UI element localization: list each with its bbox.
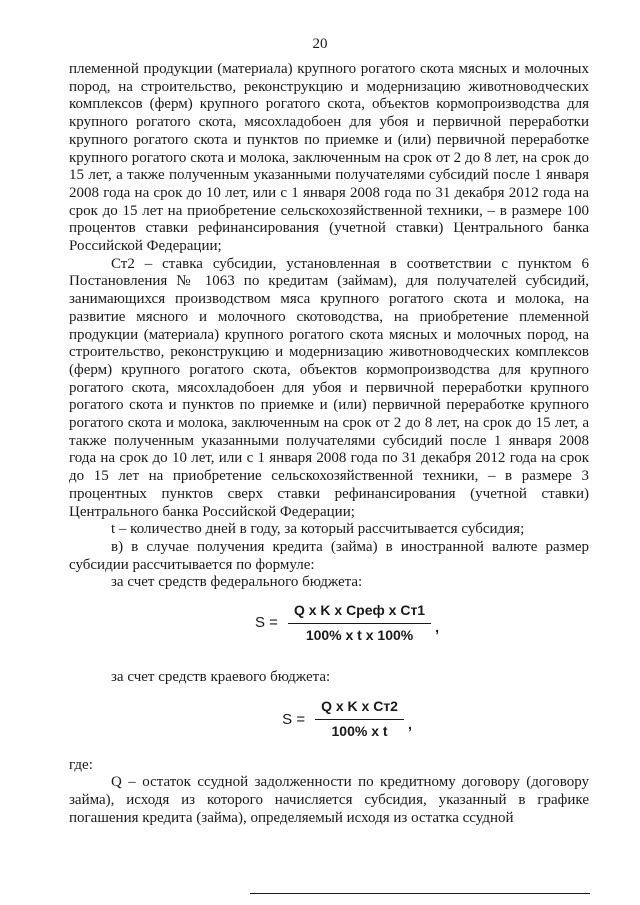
- paragraph-federal-budget-label: за счет средств федерального бюджета:: [111, 574, 363, 591]
- page-number: 20: [312, 36, 328, 52]
- paragraph-t-definition: t – количество дней в году, за который рассчитывается субсидия;: [111, 521, 525, 538]
- formula-federal-trail: ,: [435, 619, 439, 636]
- formula-regional-trail: ,: [407, 715, 412, 732]
- formula-federal-fraction: [288, 602, 431, 644]
- formula-federal-denominator: 100% x t x 100%: [305, 626, 414, 643]
- formula-regional-fraction: [315, 698, 404, 740]
- footer-rule: [250, 893, 590, 894]
- formula-regional-denominator: 100% x t: [331, 722, 388, 739]
- paragraph-continuation: племенной продукции (материала) крупного рогатого скота мясных и молочных пород, на строительство, реконструкцию и модернизацию животноводческих комплексов (ферм) крупного рогатого скота, объектов кормопроизводства для крупного рогатого скота, мясохладобоен для убоя и первичной переработки крупного рогатого скота и пунктов по приемке и (или) первичной переработке крупного рогатого скота и молока, заключенным на срок от 2 до 8 лет, на срок до 15 лет, а также полученным указанными получателями субсидий после 1 января 2008 года на срок до 10 лет, или с 1 января 2008 года по 31 декабря 2012 года на срок до 15 лет на приобретение сельскохозяйственной техники, – в размере 100 процентов ставки рефинансирования (учетной ставки) Центрального банка Российской Федерации;: [69, 61, 589, 255]
- paragraph-st2-definition: Ст2 – ставка субсидии, установленная в соответствии с пунктом 6 Постановления № 1063 по кредитам (займам), для получателей субсидий, занимающихся производством мяса крупного рогатого скота и молока, на развитие мясного и молочного скотоводства, на приобретение племенной продукции (материала) крупного рогатого скота мясных и молочных пород, на строительство, реконструкцию и модернизацию животноводческих комплексов (ферм) крупного рогатого скота, объектов кормопроизводства для крупного рогатого скота, мясохладобоен для убоя и первичной переработки крупного рогатого скота и пунктов по приемке и (или) первичной переработке крупного рогатого скота и молока, заключенным на срок от 2 до 8 лет, на срок до 15 лет, а также полученным указанными получателями субсидий после 1 января 2008 года на срок до 10 лет, или с 1 января 2008 года по 31 декабря 2012 года на срок до 15 лет на приобретение сельскохозяйственной техники, – в размере 3 процентных пунктов сверх ставки рефинансирования (учетной ставки) Центрального банка Российской Федерации;: [69, 255, 589, 520]
- formula-regional-lhs: S =: [282, 710, 306, 728]
- paragraph-regional-budget-label: за счет средств краевого бюджета:: [111, 668, 331, 685]
- formula-regional: [105, 698, 589, 740]
- formula-federal: [105, 602, 589, 644]
- formula-regional-numerator: Q x K x Ст2: [315, 698, 404, 720]
- formula-federal-numerator: Q x K x Cреф x Ст1: [288, 602, 431, 624]
- paragraph-where: где:: [69, 756, 93, 773]
- document-body: [69, 61, 589, 827]
- paragraph-q-definition: Q – остаток ссудной задолженности по кредитному договору (договору займа), исходя из которого начисляется субсидия, указанный в графике погашения кредита (займа), определяемый исходя из остатка ссудной: [69, 774, 589, 826]
- paragraph-foreign-currency: в) в случае получения кредита (займа) в иностранной валюте размер субсидии рассчитывается по формуле:: [69, 538, 589, 573]
- formula-federal-lhs: S =: [255, 614, 278, 632]
